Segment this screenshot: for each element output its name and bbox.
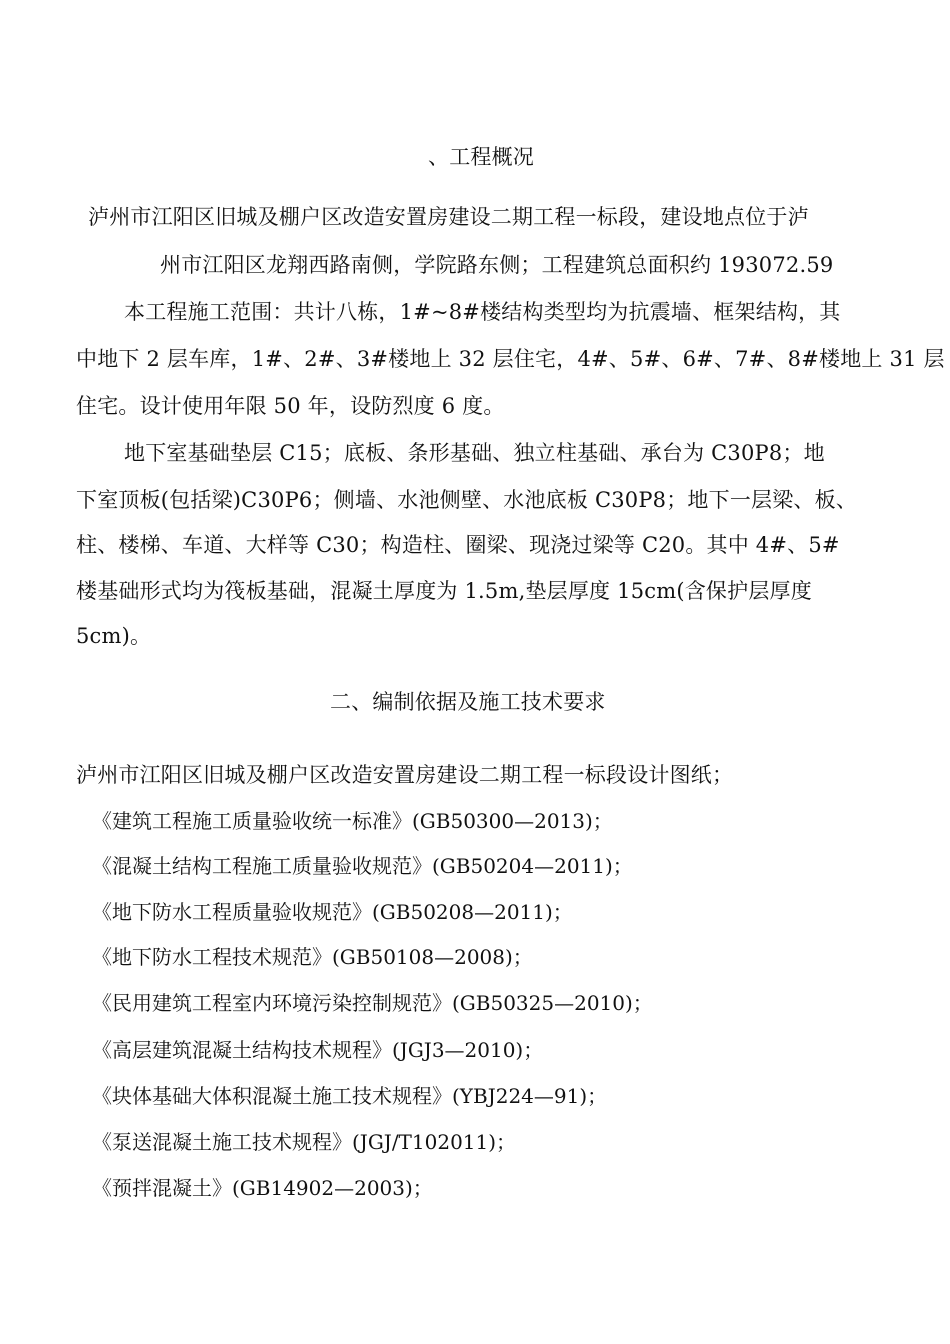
- scope-line-1: 本工程施工范围：共计八栋，1#~8#楼结构类型均为抗震墙、框架结构，其: [124, 300, 841, 324]
- reference-item: 《混凝土结构工程施工质量验收规范》(GB50204—2011)；: [92, 854, 633, 878]
- reference-item: 《建筑工程施工质量验收统一标准》(GB50300—2013)；: [92, 809, 613, 833]
- scope-line-2: 中地下 2 层车库，1#、2#、3#楼地上 32 层住宅，4#、5#、6#、7#、8#楼地上 31 层: [76, 347, 945, 371]
- reference-item: 《预拌混凝土》(GB14902—2003)；: [92, 1176, 433, 1200]
- scope-line-3: 住宅。设计使用年限 50 年，设防烈度 6 度。: [76, 394, 505, 418]
- section-2-title: 二、编制依据及施工技术要求: [330, 690, 606, 714]
- concrete-line-5: 5cm)。: [76, 624, 152, 648]
- section-1-title: 、工程概况: [428, 145, 534, 169]
- overview-line-2: 州市江阳区龙翔西路南侧，学院路东侧；工程建筑总面积约 193072.59: [160, 253, 834, 277]
- concrete-line-4: 楼基础形式均为筏板基础，混凝土厚度为 1.5m,垫层厚度 15cm(含保护层厚度: [76, 579, 812, 603]
- reference-item: 《块体基础大体积混凝土施工技术规程》(YBJ224—91)；: [92, 1084, 608, 1108]
- reference-item: 《泵送混凝土施工技术规程》(JGJ/T102011)；: [92, 1130, 517, 1154]
- reference-item: 《民用建筑工程室内环境污染控制规范》(GB50325—2010)；: [92, 991, 653, 1015]
- design-drawings-line: 泸州市江阳区旧城及棚户区改造安置房建设二期工程一标段设计图纸；: [76, 763, 734, 787]
- reference-item: 《地下防水工程质量验收规范》(GB50208—2011)；: [92, 900, 573, 924]
- reference-item: 《地下防水工程技术规范》(GB50108—2008)；: [92, 945, 533, 969]
- concrete-line-2: 下室顶板(包括梁)C30P6；侧墙、水池侧壁、水池底板 C30P8；地下一层梁、板、: [76, 488, 858, 512]
- reference-item: 《高层建筑混凝土结构技术规程》(JGJ3—2010)；: [92, 1038, 544, 1062]
- overview-line-1: 泸州市江阳区旧城及棚户区改造安置房建设二期工程一标段，建设地点位于泸: [88, 205, 809, 229]
- concrete-line-3: 柱、楼梯、车道、大样等 C30；构造柱、圈梁、现浇过梁等 C20。其中 4#、5#: [76, 533, 840, 557]
- concrete-line-1: 地下室基础垫层 C15；底板、条形基础、独立柱基础、承台为 C30P8；地: [124, 441, 825, 465]
